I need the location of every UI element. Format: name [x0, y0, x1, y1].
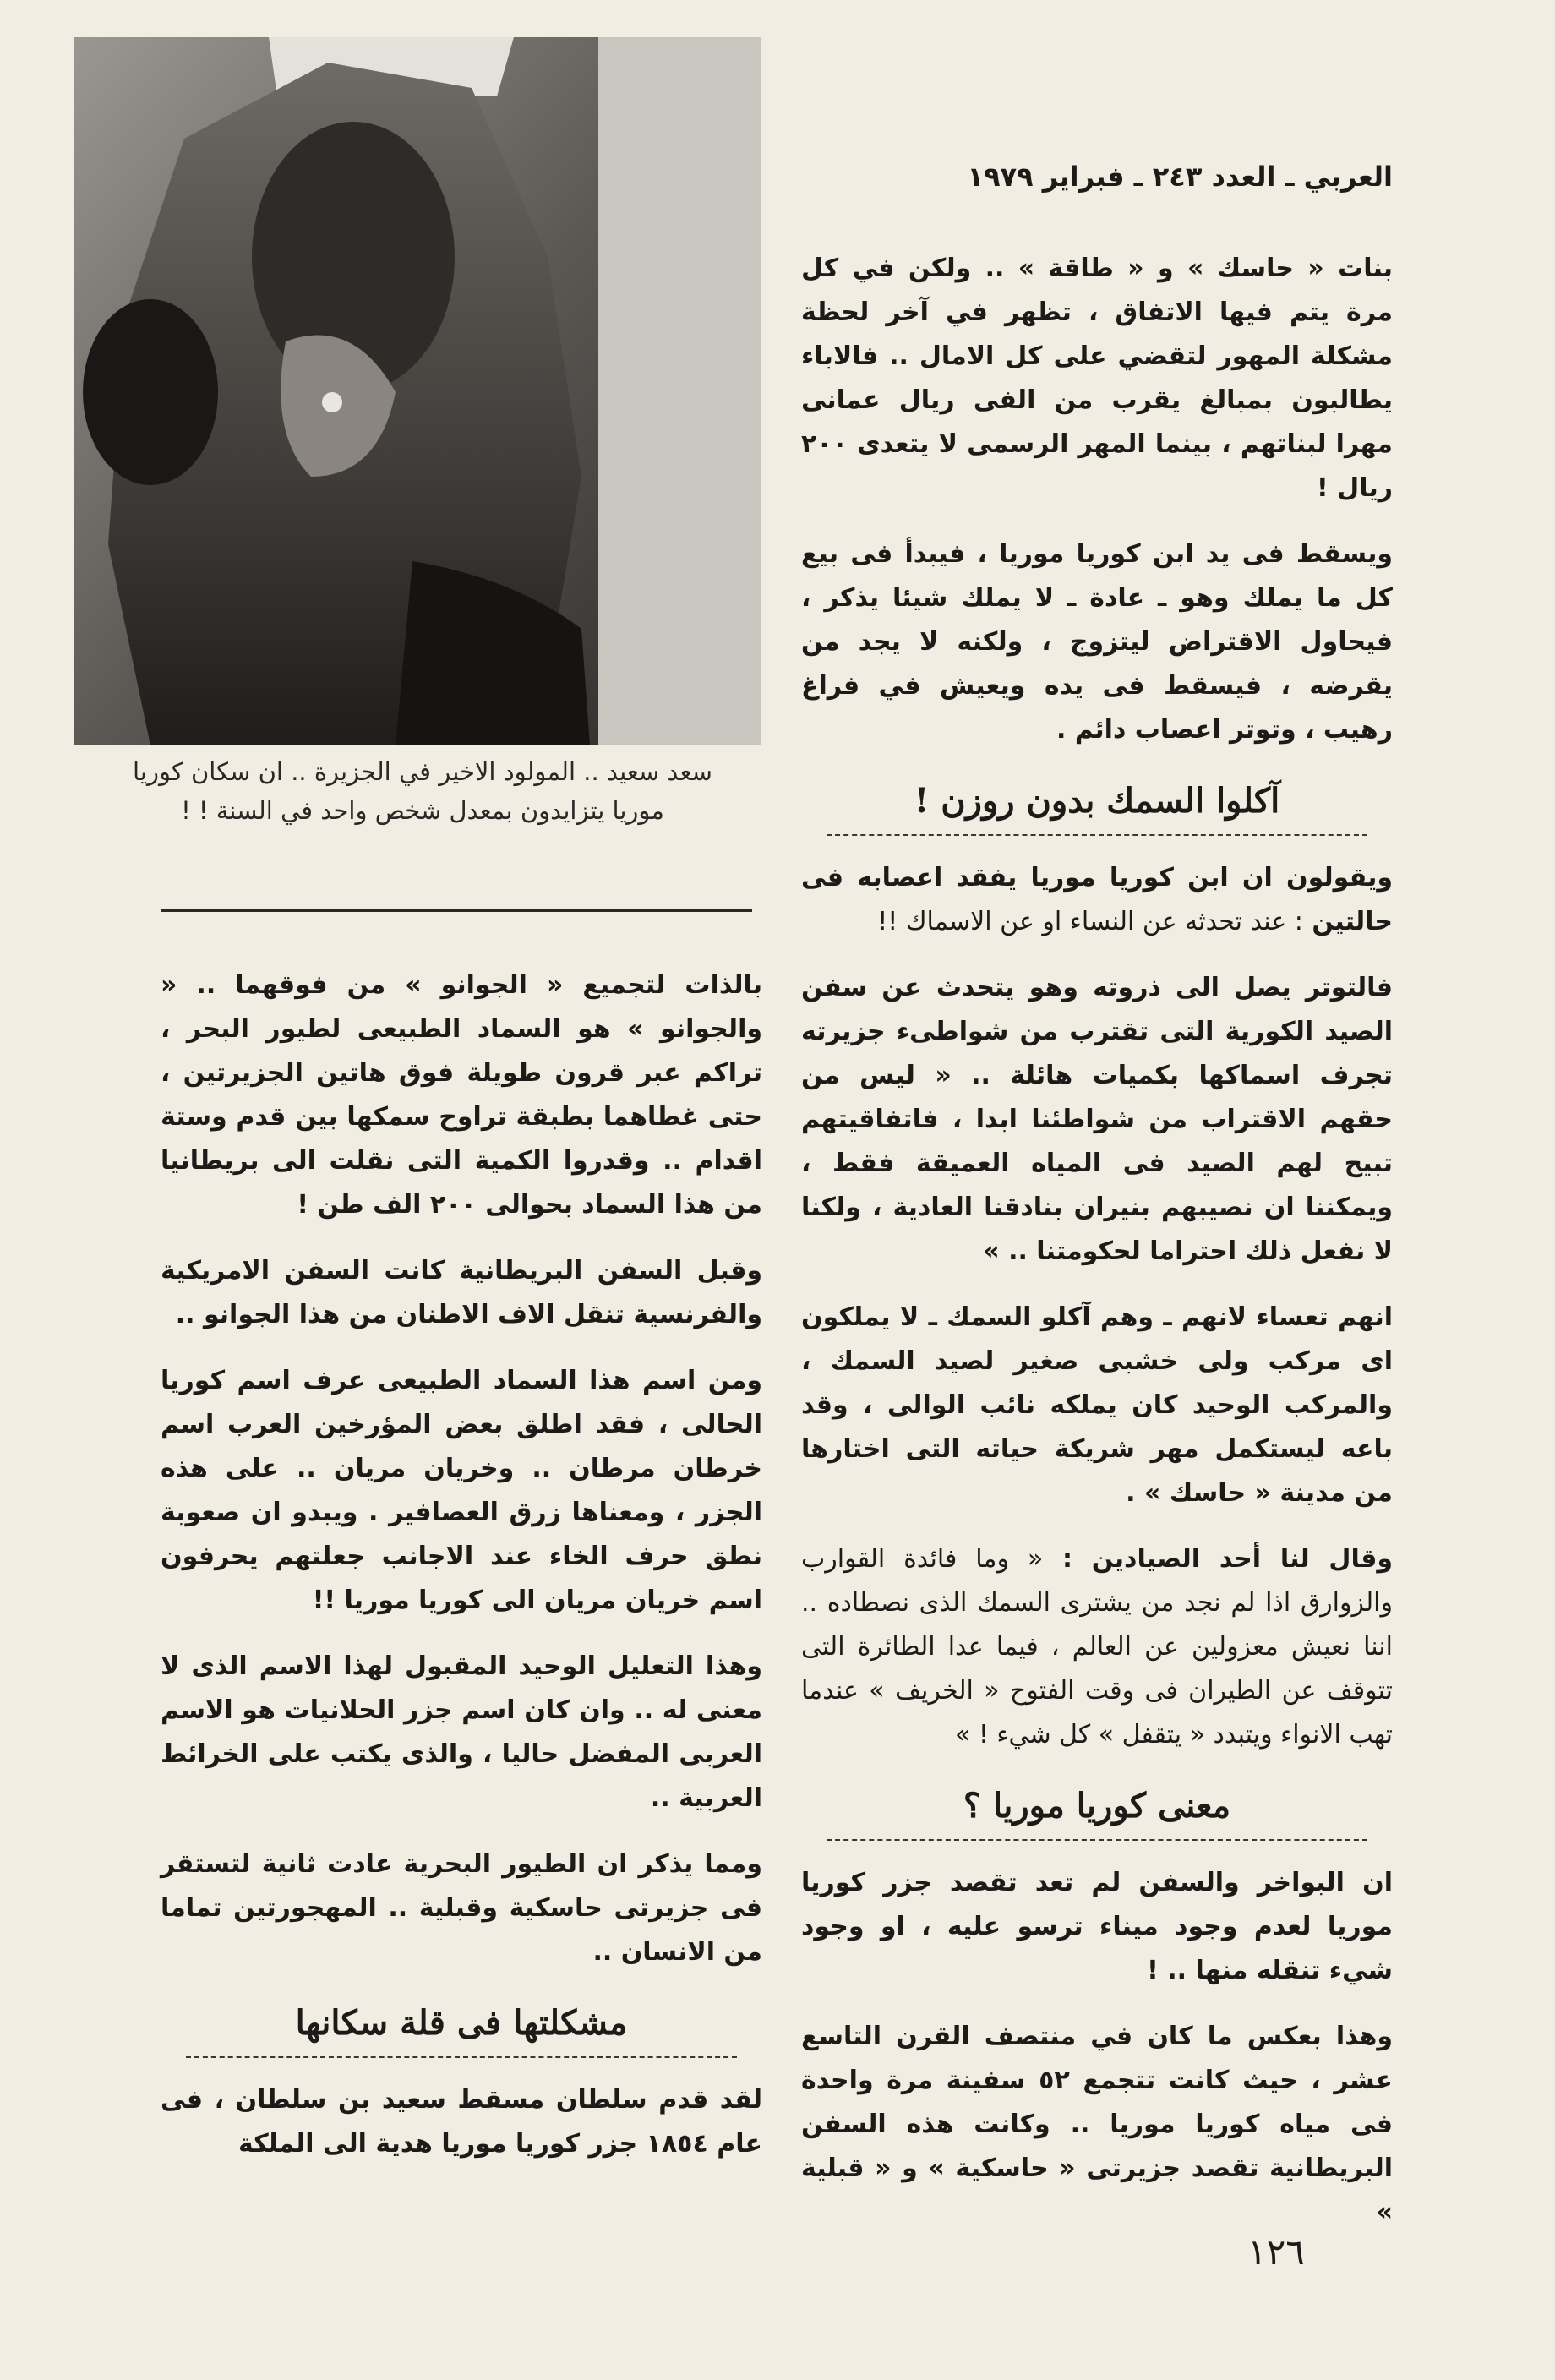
heading-underline: [827, 1831, 1367, 1841]
right-column: [801, 247, 1393, 2257]
article-photo: [74, 37, 761, 745]
paragraph: [801, 856, 1393, 944]
page-number: ١٢٦: [1247, 2231, 1305, 2273]
lead-in: وقال لنا أحد الصيادين :: [1062, 1544, 1394, 1574]
caption-divider: [161, 909, 752, 912]
photo-caption: سعد سعيد .. المولود الاخير في الجزيرة .. ان سكان كوريا موريا يتزايدون بمعدل شخص واحد في السنة ! !: [133, 757, 712, 825]
paragraph: ومما يذكر ان الطيور البحرية عادت ثانية لتستقر فى جزيرتى حاسكية وقبلية .. المهجورتين تماما من الانسان ..: [161, 1849, 762, 1967]
running-header: العربي ـ العدد ٢٤٣ ـ فبراير ١٩٧٩: [967, 161, 1393, 193]
paragraph: ومن اسم هذا السماد الطبيعى عرف اسم كوريا الحالى ، فقد اطلق بعض المؤرخين العرب اسم خرطان مرطان .. وخريان مريان .. على هذه الجزر ، ومعناها زرق العصافير . ويبدو ان صعوبة نطق حرف الخاء عند الاجانب جعلتهم يحرفون اسم خريان مريان الى كوريا موريا !!: [161, 1366, 762, 1615]
paragraph: انهم تعساء لانهم ـ وهم آكلو السمك ـ لا يملكون اى مركب ولى خشبى صغير لصيد السمك ، والمركب الوحيد كان يملكه نائب الوالى ، وقد باعه ليستكمل مهر شريكة حياته التى اختارها من مدينة « حاسك » .: [801, 1302, 1393, 1508]
paragraph: ان البواخر والسفن لم تعد تقصد جزر كوريا موريا لعدم وجود ميناء ترسو عليه ، او وجود شيء تنقله منها .. !: [801, 1868, 1393, 1985]
paragraph: وهذا التعليل الوحيد المقبول لهذا الاسم الذى لا معنى له .. وان كان اسم جزر الحلانيات هو الاسم العربى المفضل حاليا ، والذى يكتب على الخرائط العربية ..: [161, 1651, 762, 1813]
paragraph: [801, 1537, 1393, 1757]
lead-in: ويقولون ان ابن كوريا موريا يفقد اعصابه فى حالتين: [801, 863, 1393, 936]
paragraph: وهذا بعكس ما كان في منتصف القرن التاسع عشر ، حيث كانت تتجمع ٥٢ سفينة مرة واحدة فى مياه كوريا موريا .. وكانت هذه السفن البريطانية تقصد جزيرتى « حاسكية » و « قبلية »: [801, 2022, 1393, 2227]
heading-underline: [827, 826, 1367, 836]
section-heading: مشكلتها فى قلة سكانها: [295, 2003, 628, 2043]
paragraph: بالذات لتجميع « الجوانو » من فوقهما .. « والجوانو » هو السماد الطبيعى لطيور البحر ، تراكم عبر قرون طويلة فوق هاتين الجزيرتين ، حتى غطاهما بطبقة تراوح سمكها بين قدم وستة اقدام .. وقدروا الكمية التى نقلت الى بريطانيا من هذا السماد بحوالى ٢٠٠ الف طن !: [161, 970, 762, 1220]
paragraph: ويسقط فى يد ابن كوريا موريا ، فيبدأ فى بيع كل ما يملك وهو ـ عادة ـ لا يملك شيئا يذكر ، فيحاول الاقتراض ليتزوج ، ولكنه لا يجد من يقرضه ، فيسقط فى يده ويعيش في فراغ رهيب ، وتوتر اعصاب دائم .: [801, 539, 1393, 745]
paragraph: بنات « حاسك » و « طاقة » .. ولكن في كل مرة يتم فيها الاتفاق ، تظهر في آخر لحظة مشكلة المهور لتقضي على كل الامال .. فالاباء يطالبون بمبالغ يقرب من الفى ريال عمانى مهرا لبناتهم ، بينما المهر الرسمى لا يتعدى ٢٠٠ ريال !: [801, 254, 1393, 503]
photo-image: [74, 37, 761, 745]
paragraph-text: : عند تحدثه عن النساء او عن الاسماك !!: [877, 907, 1303, 936]
section-heading: معنى كوريا موريا ؟: [963, 1786, 1231, 1826]
section-heading: آكلوا السمك بدون روزن !: [914, 781, 1280, 821]
paragraph: لقد قدم سلطان مسقط سعيد بن سلطان ، فى عام ١٨٥٤ جزر كوريا موريا هدية الى الملكة: [161, 2085, 762, 2159]
heading-underline: [186, 2048, 737, 2058]
left-column: [161, 963, 762, 2188]
paragraph-text: « وما فائدة القوارب والزوارق اذا لم نجد من يشترى السمك الذى نصطاده .. اننا نعيش معزولين عن العالم ، فيما عدا الطائرة التى تتوقف عن الطيران فى وقت الفتوح « الخريف » عندما تهب الانواء ويتبدد « يتقفل » كل شيء ! »: [801, 1544, 1393, 1750]
paragraph: فالتوتر يصل الى ذروته وهو يتحدث عن سفن الصيد الكورية التى تقترب من شواطىء جزيرته تجرف اسماكها بكميات هائلة .. « ليس من حقهم الاقتراب من شواطئنا ابدا ، فاتفاقيتهم تبيح لهم الصيد فى المياه العميقة فقط ، ويمكننا ان نصيبهم بنيران بنادقنا العادية ، ولكنا لا نفعل ذلك احتراما لحكومتنا .. »: [801, 973, 1393, 1266]
paragraph: وقبل السفن البريطانية كانت السفن الامريكية والفرنسية تنقل الاف الاطنان من هذا الجوانو ..: [161, 1256, 762, 1329]
